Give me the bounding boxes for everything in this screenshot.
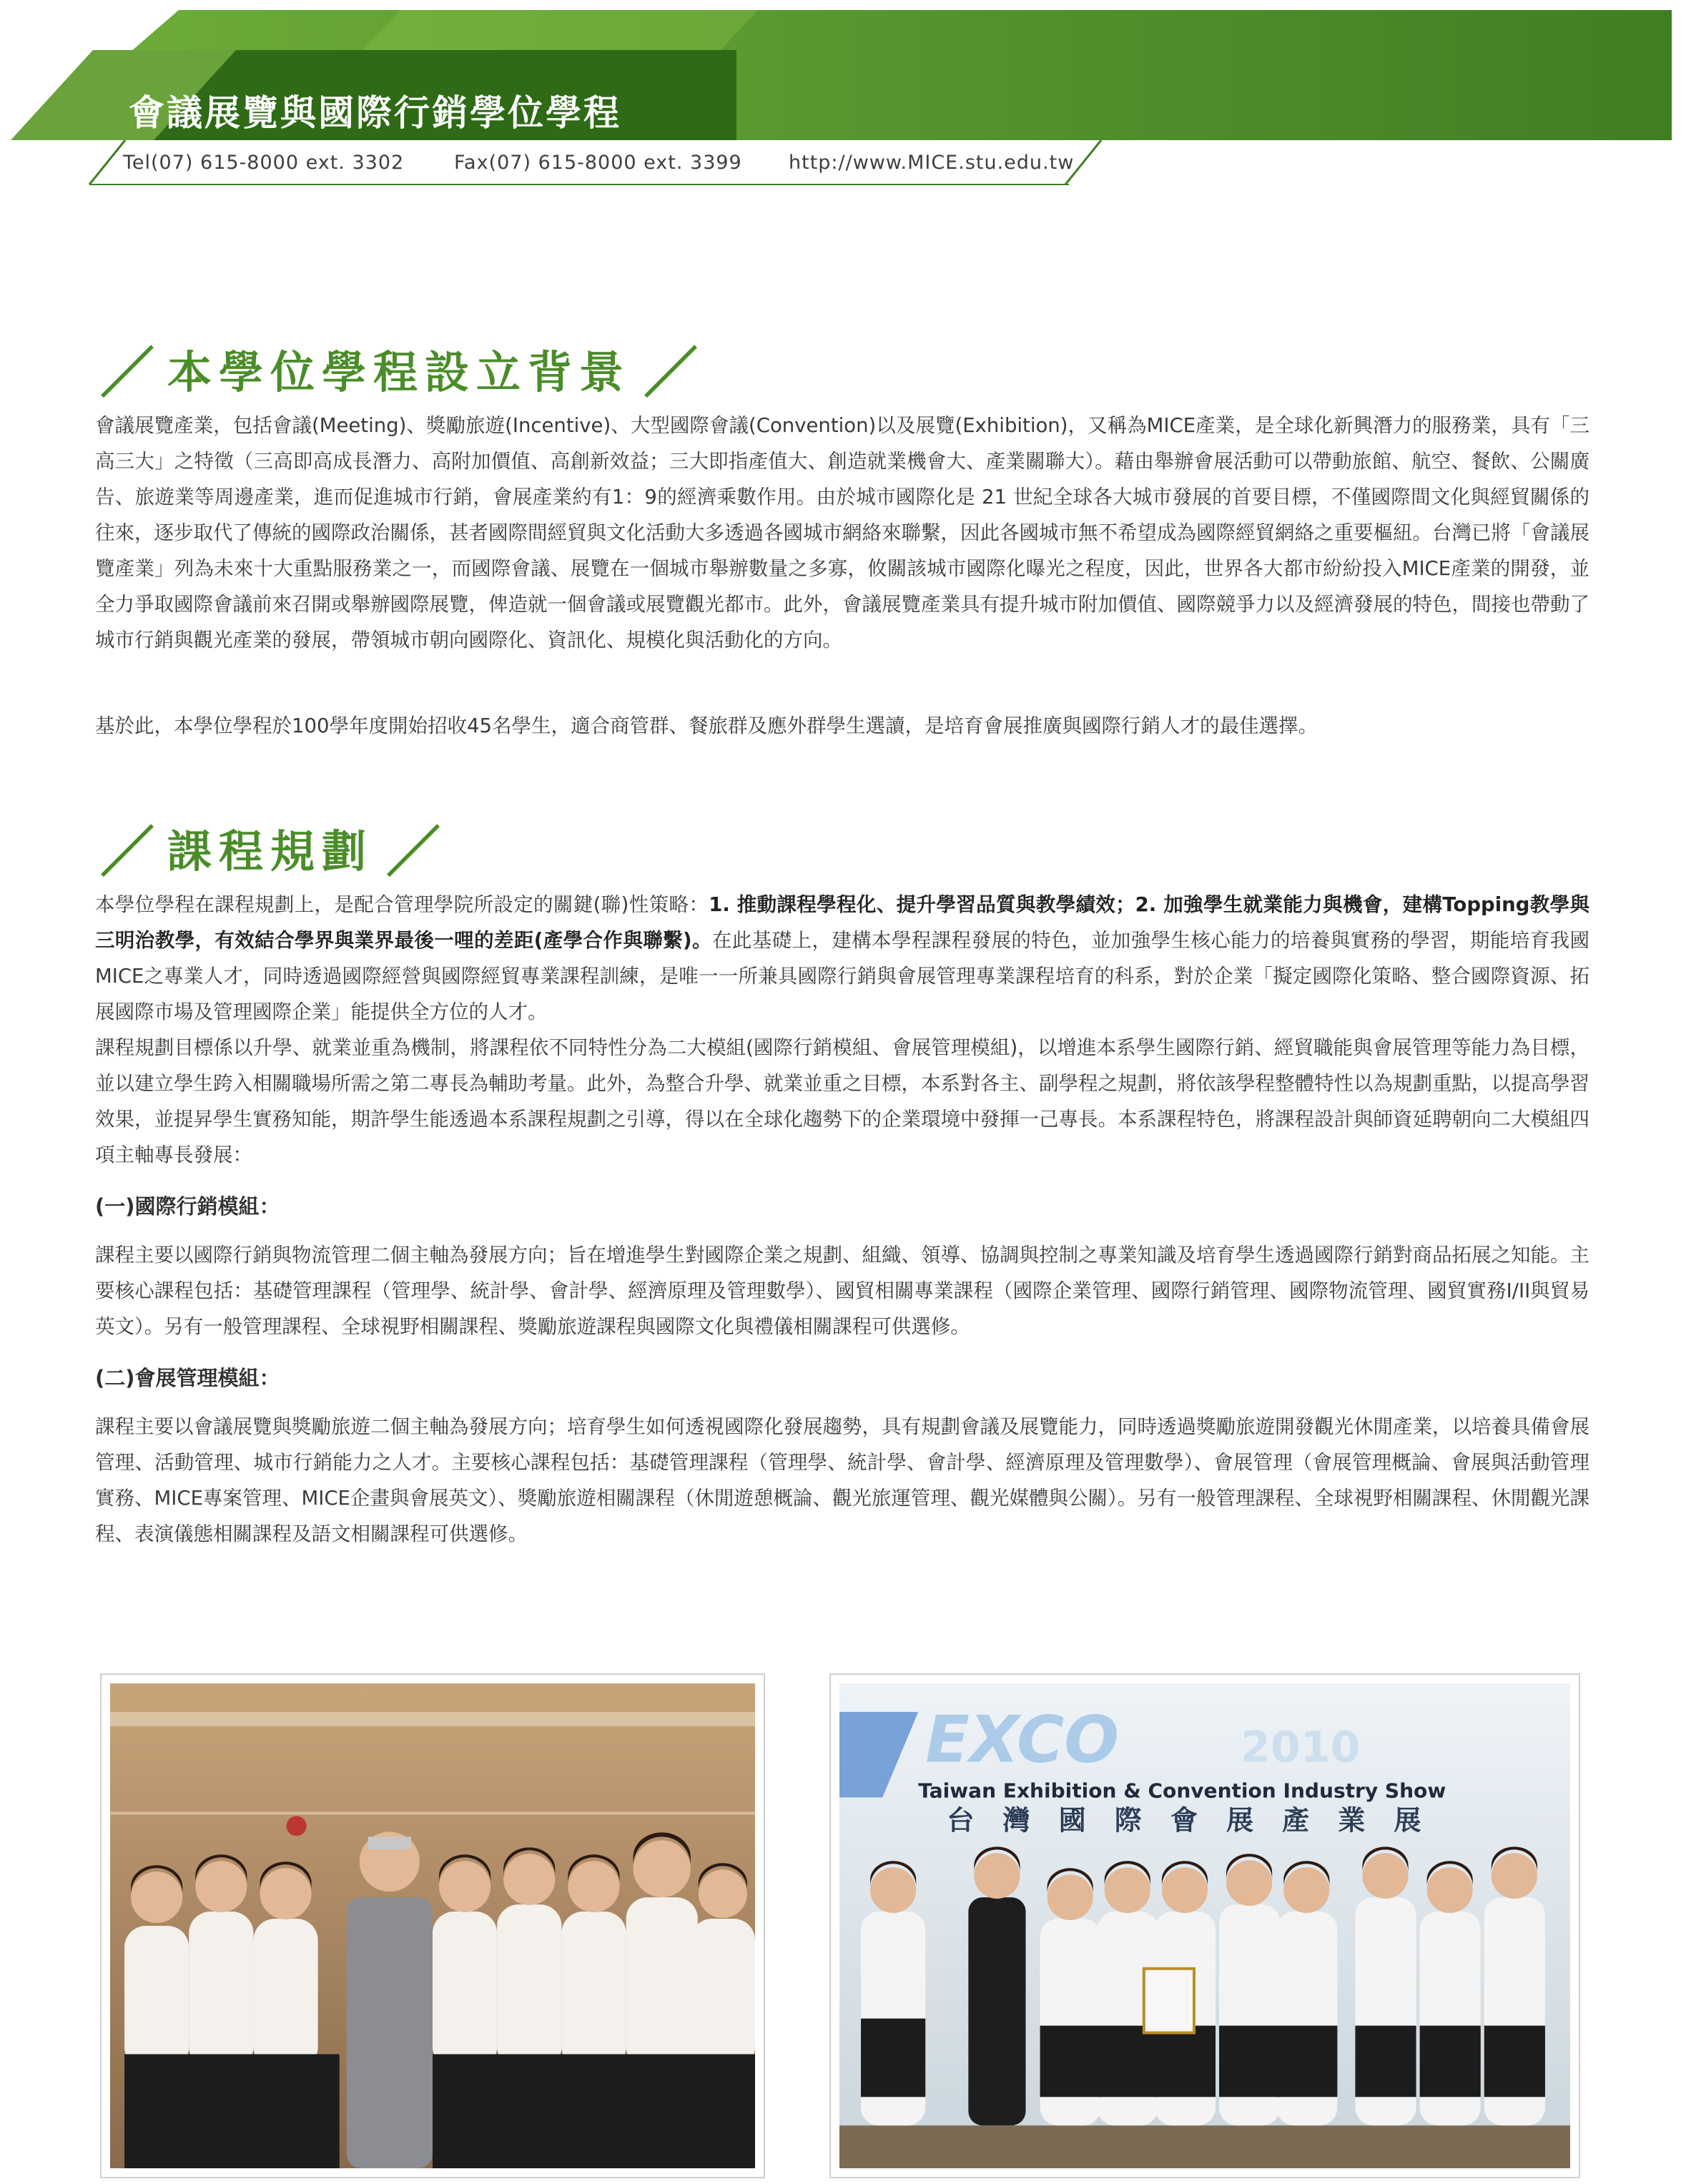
- expo-banner-big: EXCO: [925, 1703, 1119, 1778]
- header-banner: [0, 0, 1681, 186]
- curriculum-heading-text: 課程規劃: [167, 825, 374, 877]
- fax-number: Fax(07) 615-8000 ext. 3399: [454, 152, 742, 174]
- curriculum-paragraph-1: [95, 887, 1589, 1030]
- section-heading-background: [100, 336, 699, 405]
- heading-slash-right: ／: [386, 820, 441, 884]
- expo-photo-right: [829, 1673, 1580, 2178]
- group-photo-image: [110, 1683, 755, 2168]
- expo-banner-english: Taiwan Exhibition & Convention Industry Show: [918, 1779, 1446, 1803]
- background-paragraph-2: 基於此，本學位學程於100學年度開始招收45名學生，適合商管群、餐旅群及應外群學生選讀，是培育會展推廣與國際行銷人才的最佳選擇。: [95, 714, 1318, 737]
- module1-heading: (一)國際行銷模組：: [95, 1194, 280, 1219]
- contact-slash-left: [89, 140, 125, 185]
- heading-slash-right: ／: [644, 340, 699, 405]
- curriculum-intro: 本學位學程在課程規劃上，是配合管理學院所設定的關鍵(聯)性策略：: [95, 893, 709, 916]
- curriculum-paragraph-2: 課程規劃目標係以升學、就業並重為機制，將課程依不同特性分為二大模組(國際行銷模組、會展管理模組)，以增進本系學生國際行銷、經貿職能與會展管理等能力為目標，並以建立學生跨入相關職場所需之第二專長為輔助考量。此外，為整合升學、就業並重之目標，本系對各主、副學程之規劃，將依該學程整體特性以為規劃重點，以提高學習效果，並提昇學生實務知能，期許學生能透過本系課程規劃之引導，得以在全球化趨勢下的企業環境中發揮一己專長。本系課程特色，將課程設計與師資延聘朝向二大模組四項主軸專長發展：: [95, 1036, 1589, 1166]
- module1-text: 課程主要以國際行銷與物流管理二個主軸為發展方向；旨在增進學生對國際企業之規劃、組織、領導、協調與控制之專業知識及培育學生透過國際行銷對商品拓展之知能。主要核心課程包括：基礎管理課程（管理學、統計學、會計學、經濟原理及管理數學）、國貿相關專業課程（國際企業管理、國際行銷管理、國際物流管理、國貿實務I/II與貿易英文）。另有一般管理課程、全球視野相關課程、獎勵旅遊課程與國際文化與禮儀相關課程可供選修。: [95, 1244, 1589, 1338]
- background-paragraph-1: 會議展覽產業，包括會議(Meeting)、獎勵旅遊(Incentive)、大型國際會議(Convention)以及展覽(Exhibition)，又稱為MICE產業，是全球化新興潛力的服務業，具有「三高三大」之特徵（三高即高成長潛力、高附加價值、高創新效益；三大即指產值大、創造就業機會大、產業關聯大）。藉由舉辦會展活動可以帶動旅館、航空、餐飲、公關廣告、旅遊業等周邊產業，進而促進城市行銷，會展產業約有1：9的經濟乘數作用。由於城市國際化是 21 世紀全球各大城市發展的首要目標，不僅國際間文化與經貿關係的往來，逐步取代了傳統的國際政治關係，甚者國際間經貿與文化活動大多透過各國城市網絡來聯繫，因此各國城市無不希望成為國際經貿網絡之重要樞紐。台灣已將「會議展覽產業」列為未來十大重點服務業之一，而國際會議、展覽在一個城市舉辦數量之多寡，攸關該城市國際化曝光之程度，因此，世界各大都市紛紛投入MICE產業的開發，並全力爭取國際會議前來召開或舉辦國際展覽，俾造就一個會議或展覽觀光都市。此外，會議展覽產業具有提升城市附加價值、國際競爭力以及經濟發展的特色，間接也帶動了城市行銷與觀光產業的發展，帶領城市朝向國際化、資訊化、規模化與活動化的方向。: [95, 414, 1589, 651]
- module2-heading: (二)會展管理模組：: [95, 1366, 280, 1390]
- expo-photo-image: [839, 1683, 1570, 2168]
- heading-slash-left: ／: [100, 340, 154, 405]
- heading-slash-left: ／: [100, 820, 154, 884]
- expo-banner-chinese: 台灣國際會展產業展: [947, 1804, 1450, 1836]
- program-title: 會議展覽與國際行銷學位學程: [129, 92, 621, 134]
- curriculum-features: 在此基礎上，建構本學程課程發展的特色，並加強學生核心能力的培養與實務的學習，期能培育我國MICE之專業人才，同時透過國際經營與國際經貿專業課程訓練，是唯一一所兼具國際行銷與會展管理專業課程培育的科系，對於企業「擬定國際化策略、整合國際資源、拓展國際市場及管理國際企業」能提供全方位的人才。: [95, 929, 1589, 1023]
- curriculum-strategies: 1. 推動課程學程化、提升學習品質與教學績效；2. 加強學生就業能力與機會，建構Topping教學與三明治教學，有效結合學界與業界最後一哩的差距(產學合作與聯繫)。: [95, 893, 1589, 952]
- tel-number: Tel(07) 615-8000 ext. 3302: [123, 152, 405, 174]
- module2-text: 課程主要以會議展覽與獎勵旅遊二個主軸為發展方向；培育學生如何透視國際化發展趨勢，具有規劃會議及展覽能力，同時透過獎勵旅遊開發觀光休閒產業，以培養具備會展管理、活動管理、城市行銷能力之人才。主要核心課程包括：基礎管理課程（管理學、統計學、會計學、經濟原理及管理數學）、會展管理（會展管理概論、會展與活動管理實務、MICE專案管理、MICE企畫與會展英文）、獎勵旅遊相關課程（休閒遊憩概論、觀光旅運管理、觀光媒體與公關）。另有一般管理課程、全球視野相關課程、休閒觀光課程、表演儀態相關課程及語文相關課程可供選修。: [95, 1415, 1589, 1545]
- expo-banner-year: 2010: [1241, 1722, 1361, 1773]
- background-heading-text: 本學位學程設立背景: [167, 345, 631, 398]
- section-heading-curriculum: [100, 815, 441, 884]
- group-photo-left: [100, 1673, 765, 2178]
- website-url[interactable]: http://www.MICE.stu.edu.tw: [789, 152, 1075, 174]
